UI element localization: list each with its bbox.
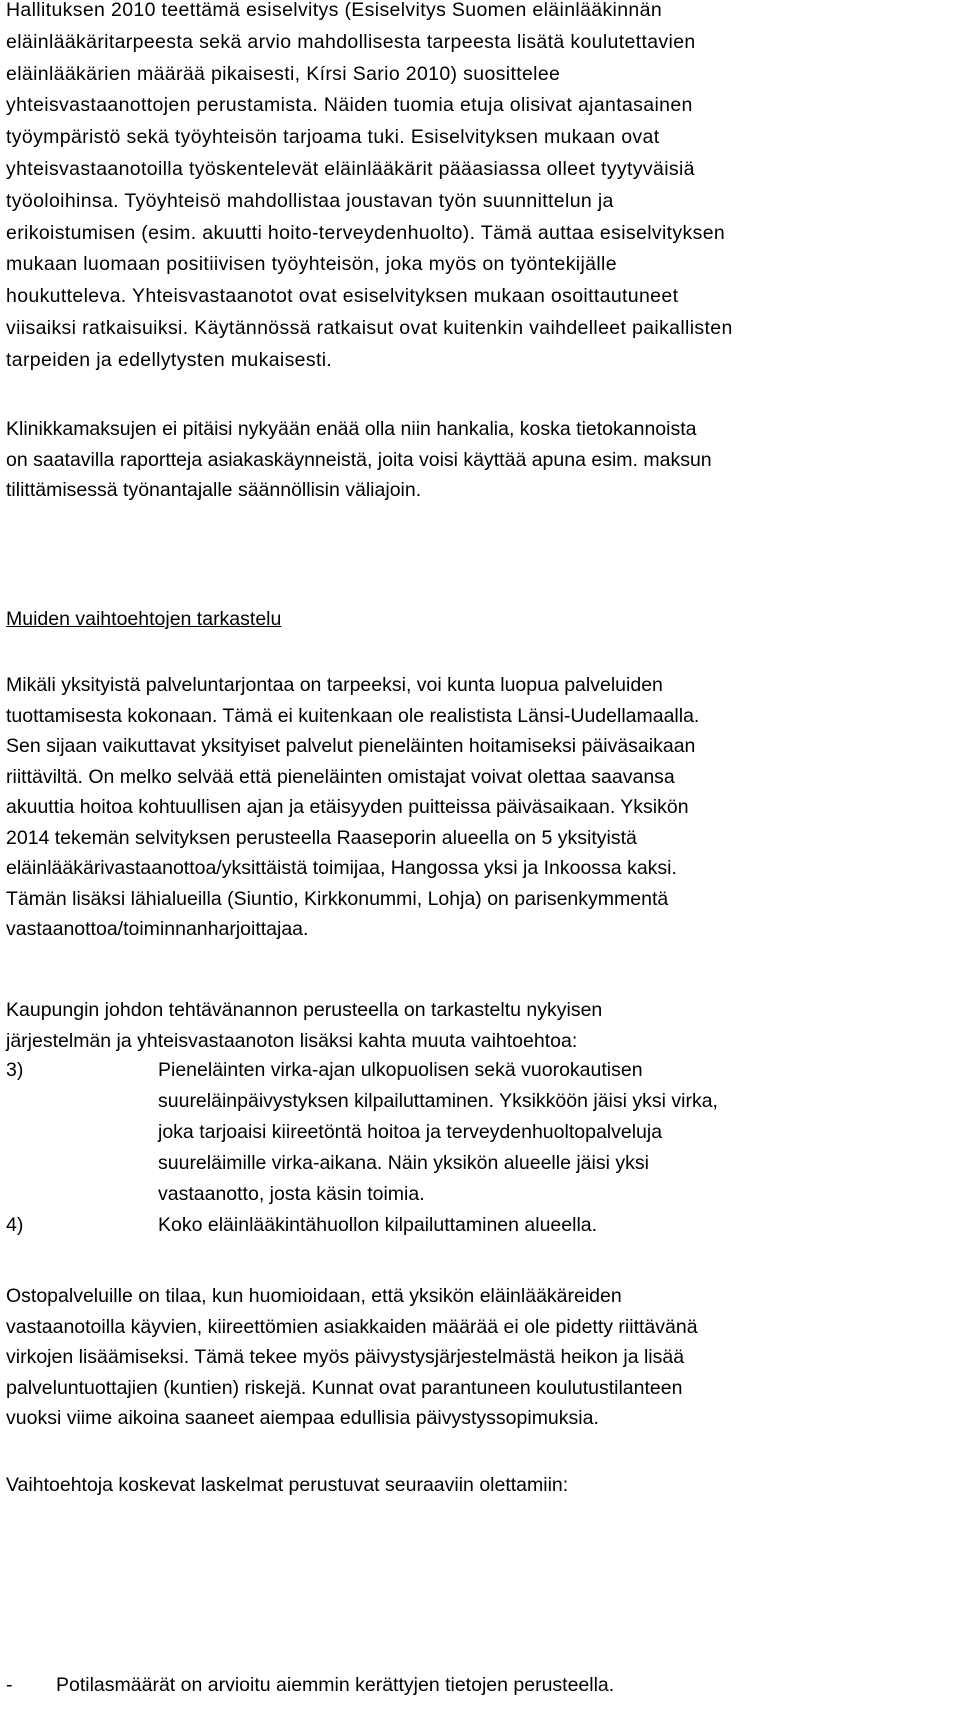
- paragraph-line: akuuttia hoitoa kohtuullisen ajan ja etäisyyden puitteissa päiväsaikaan. Yksikön: [6, 796, 689, 818]
- paragraph-line: Ostopalveluille on tilaa, kun huomioidaan, että yksikön eläinlääkäreiden: [6, 1285, 622, 1307]
- paragraph-line: tuottamisesta kokonaan. Tämä ei kuitenkaan ole realistista Länsi-Uudellamaalla.: [6, 704, 700, 727]
- paragraph-line: eläinlääkärien määrää pikaisesti, Kírsi Sario 2010) suosittelee: [6, 62, 561, 85]
- option-text: [158, 1055, 718, 1210]
- paragraph-line: yhteisvastaanotoilla työskentelevät eläinlääkärit pääasiassa olleet tyytyväisiä: [6, 157, 695, 180]
- section-heading: Muiden vaihtoehtojen tarkastelu: [6, 608, 282, 630]
- option-number: 3): [6, 1059, 24, 1081]
- option-line: vastaanotto, josta käsin toimia.: [158, 1183, 425, 1205]
- bullet-dash: -: [6, 1674, 13, 1696]
- paragraph-line: virkojen lisäämiseksi. Tämä tekee myös päivystysjärjestelmästä heikon ja lisää: [6, 1346, 685, 1368]
- paragraph-line: erikoistumisen (esim. akuutti hoito-terveydenhuolto). Tämä auttaa esiselvityksen: [6, 221, 726, 244]
- paragraph-line: Mikäli yksityistä palveluntarjontaa on tarpeeksi, voi kunta luopua palveluiden: [6, 674, 663, 696]
- paragraph-line: palveluntuottajien (kuntien) riskejä. Kunnat ovat parantuneen koulutustilanteen: [6, 1376, 683, 1399]
- paragraph-line: yhteisvastaanottojen perustamista. Näiden tuomia etuja olisivat ajantasainen: [6, 94, 693, 117]
- paragraph-line: tilittämisessä työnantajalle säännöllisin väliajoin.: [6, 479, 422, 501]
- mandate-paragraph: [6, 995, 946, 1056]
- paragraph-line: mukaan luomaan positiivisen työyhteisön, joka myös on työntekijälle: [6, 253, 617, 276]
- option-line: suureläinpäivystyksen kilpailuttaminen. Yksikköön jäisi yksi virka,: [158, 1090, 718, 1112]
- clinic-fees-paragraph: [6, 414, 946, 506]
- option-line: Pieneläinten virka-ajan ulkopuolisen sekä vuorokautisen: [158, 1059, 643, 1081]
- calc-intro-paragraph: [6, 1470, 946, 1501]
- paragraph-line: eläinlääkäritarpeesta sekä arvio mahdollisesta tarpeesta lisätä koulutettavien: [6, 30, 696, 53]
- paragraph-line: eläinlääkärivastaanottoa/yksittäistä toimijaa, Hangossa yksi ja Inkoossa kaksi.: [6, 857, 677, 879]
- paragraph-line: Sen sijaan vaikuttavat yksityiset palvelut pieneläinten hoitamiseksi päiväsaikaan: [6, 735, 696, 757]
- bullet-text: Potilasmäärät on arvioitu aiemmin kerättyjen tietojen perusteella.: [56, 1674, 615, 1696]
- paragraph-line: Kaupungin johdon tehtävänannon perusteella on tarkasteltu nykyisen: [6, 999, 603, 1021]
- paragraph-line: houkutteleva. Yhteisvastaanotot ovat esiselvityksen mukaan osoittautuneet: [6, 285, 679, 308]
- paragraph-line: Klinikkamaksujen ei pitäisi nykyään enää olla niin hankalia, koska tietokannoista: [6, 418, 697, 440]
- paragraph-line: vuoksi viime aikoina saaneet aiempaa edullisia päivystyssopimuksia.: [6, 1407, 599, 1429]
- paragraph-line: viisaiksi ratkaisuiksi. Käytännössä ratkaisut ovat kuitenkin vaihdelleet paikallisten: [6, 316, 733, 339]
- option-line: joka tarjoaisi kiireetöntä hoitoa ja terveydenhuoltopalveluja: [158, 1121, 663, 1143]
- paragraph-line: Vaihtoehtoja koskevat laskelmat perustuvat seuraaviin olettamiin:: [6, 1474, 569, 1496]
- private-services-paragraph: [6, 670, 946, 945]
- paragraph-line: vastaanotoilla käyvien, kiireettömien asiakkaiden määrää ei ole pidetty riittävänä: [6, 1315, 698, 1338]
- option-text: [158, 1210, 597, 1241]
- paragraph-line: 2014 tekemän selvityksen perusteella Raaseporin alueella on 5 yksityistä: [6, 826, 637, 849]
- paragraph-line: Tämän lisäksi lähialueilla (Siuntio, Kirkkonummi, Lohja) on parisenkymmentä: [6, 887, 669, 910]
- paragraph-line: työympäristö sekä työyhteisön tarjoama tuki. Esiselvityksen mukaan ovat: [6, 126, 660, 149]
- paragraph-line: riittäviltä. On melko selvää että pieneläinten omistajat voivat olettaa saavansa: [6, 765, 675, 788]
- paragraph-line: tarpeiden ja edellytysten mukaisesti.: [6, 348, 333, 371]
- option-line: suureläimille virka-aikana. Näin yksikön alueelle jäisi yksi: [158, 1152, 649, 1174]
- paragraph-line: vastaanottoa/toiminnanharjoittajaa.: [6, 918, 309, 940]
- paragraph-line: järjestelmän ja yhteisvastaanoton lisäksi kahta muuta vaihtoehtoa:: [6, 1029, 578, 1052]
- option-line: Koko eläinlääkintähuollon kilpailuttaminen alueella.: [158, 1214, 598, 1236]
- outsourcing-paragraph: [6, 1281, 946, 1434]
- option-number: 4): [6, 1214, 24, 1236]
- paragraph-line: työoloihinsa. Työyhteisö mahdollistaa joustavan työn suunnittelun ja: [6, 189, 614, 212]
- paragraph-line: Hallituksen 2010 teettämä esiselvitys (Esiselvitys Suomen eläinlääkinnän: [6, 0, 663, 21]
- intro-paragraph: [6, 0, 946, 377]
- paragraph-line: on saatavilla raportteja asiakaskäynneistä, joita voisi käyttää apuna esim. maksun: [6, 448, 712, 471]
